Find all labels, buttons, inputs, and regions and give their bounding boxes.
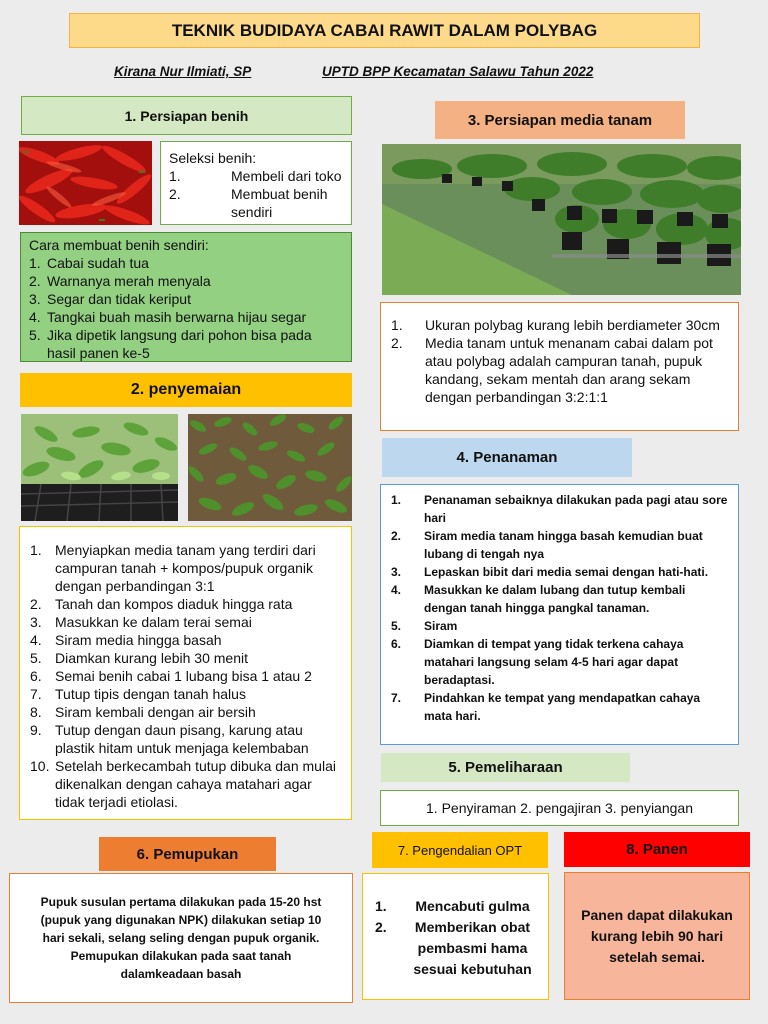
penanaman-list — [391, 491, 728, 725]
media-tanam-box — [380, 302, 739, 431]
penyemaian-box — [19, 526, 352, 820]
media-tanam-list — [391, 316, 728, 406]
list-item: 5. Diamkan kurang lebih 30 menit — [30, 650, 248, 666]
list-item: 2. Membuat benih sendiri — [169, 186, 328, 220]
cara-list — [29, 254, 343, 362]
list-item: 2. Tanah dan kompos diaduk hingga rata — [30, 596, 293, 612]
polybag-nursery-photo — [382, 144, 741, 295]
list-item: 2. Siram media tanam hingga basah kemudian buat lubang di tengah nya — [391, 529, 703, 561]
list-item: 7. Tutup tipis dengan tanah halus — [30, 686, 246, 702]
poster-title: TEKNIK BUDIDAYA CABAI RAWIT DALAM POLYBAG — [69, 13, 700, 48]
list-item: 8. Siram kembali dengan air bersih — [30, 704, 256, 720]
sec6-heading: 6. Pemupukan — [99, 837, 276, 871]
list-item: 1. Ukuran polybag kurang lebih berdiameter 30cm — [391, 317, 720, 333]
list-item: 5. Jika dipetik langsung dari pohon bisa pada hasil panen ke-5 — [29, 327, 312, 361]
panen-box: Panen dapat dilakukan kurang lebih 90 hari setelah semai. — [564, 872, 750, 1000]
list-item: 3. Lepaskan bibit dari media semai dengan hati-hati. — [391, 565, 709, 579]
pengendalian-list — [375, 896, 536, 980]
list-item: 1. Mencabuti gulma — [375, 898, 530, 914]
list-item: 2. Warnanya merah menyala — [29, 273, 211, 289]
seleksi-title: Seleksi benih: — [169, 150, 257, 166]
sec2-heading: 2. penyemaian — [20, 373, 352, 407]
list-item: 4. Siram media hingga basah — [30, 632, 222, 648]
sec8-heading: 8. Panen — [564, 832, 750, 867]
list-item: 3. Masukkan ke dalam terai semai — [30, 614, 252, 630]
list-item: 2. Memberikan obat pembasmi hama sesuai kebutuhan — [375, 919, 532, 977]
pemupukan-box: Pupuk susulan pertama dilakukan pada 15-20 hst (pupuk yang digunakan NPK) dilakukan setiap 10 hari sekali, selang seling dengan pupuk organik. Pemupukan dilakukan pada saat tanah dalamkeadaan basah — [9, 873, 353, 1003]
list-item: 10. Setelah berkecambah tutup dibuka dan mulai dikenalkan dengan cahaya matahari agar tidak terjadi etiolasi. — [30, 758, 336, 810]
list-item: 9. Tutup dengan daun pisang, karung atau plastik hitam untuk menjaga kelembaban — [30, 722, 309, 756]
author-name: Kirana Nur Ilmiati, SP — [114, 64, 252, 79]
sec7-heading: 7. Pengendalian OPT — [372, 832, 548, 868]
cara-membuat-benih-box — [20, 232, 352, 362]
list-item: 6. Diamkan di tempat yang tidak terkena cahaya matahari langsung selam 4-5 hari agar dapat beradaptasi. — [391, 637, 684, 687]
sec1-heading: 1. Persiapan benih — [21, 96, 352, 135]
seleksi-benih-box — [160, 141, 352, 225]
list-item: 1. Cabai sudah tua — [29, 255, 149, 271]
list-item: 1. Menyiapkan media tanam yang terdiri dari campuran tanah + kompos/pupuk organik dengan perbandingan 3:1 — [30, 542, 316, 594]
list-item: 1. Membeli dari toko — [169, 168, 342, 184]
chili-photo — [19, 141, 152, 225]
sec3-heading: 3. Persiapan media tanam — [435, 101, 685, 139]
seleksi-list — [169, 167, 343, 221]
penyemaian-list — [30, 541, 341, 811]
seedling-tray-photo — [21, 414, 178, 521]
list-item: 4. Tangkai buah masih berwarna hijau segar — [29, 309, 307, 325]
list-item: 1. Penanaman sebaiknya dilakukan pada pagi atau sore hari — [391, 493, 728, 525]
list-item: 3. Segar dan tidak keriput — [29, 291, 191, 307]
list-item: 7. Pindahkan ke tempat yang mendapatkan cahaya mata hari. — [391, 691, 701, 723]
pemeliharaan-box: 1. Penyiraman 2. pengajiran 3. penyiangan — [380, 790, 739, 826]
penanaman-box — [380, 484, 739, 745]
seedling-bed-photo — [188, 414, 352, 521]
cara-title: Cara membuat benih sendiri: — [29, 237, 209, 253]
list-item: 4. Masukkan ke dalam lubang dan tutup kembali dengan tanah hingga pangkal tanaman. — [391, 583, 686, 615]
pengendalian-box — [362, 873, 549, 1000]
institution-name: UPTD BPP Kecamatan Salawu Tahun 2022 — [322, 64, 594, 79]
list-item: 5. Siram — [391, 619, 458, 633]
sec5-heading: 5. Pemeliharaan — [381, 753, 630, 782]
list-item: 2. Media tanam untuk menanam cabai dalam pot atau polybag adalah campuran tanah, pupuk kandang, sekam mentah dan arang sekam dengan perbandingan 3:2:1:1 — [391, 335, 713, 405]
sec4-heading: 4. Penanaman — [382, 438, 632, 477]
list-item: 6. Semai benih cabai 1 lubang bisa 1 atau 2 — [30, 668, 312, 684]
